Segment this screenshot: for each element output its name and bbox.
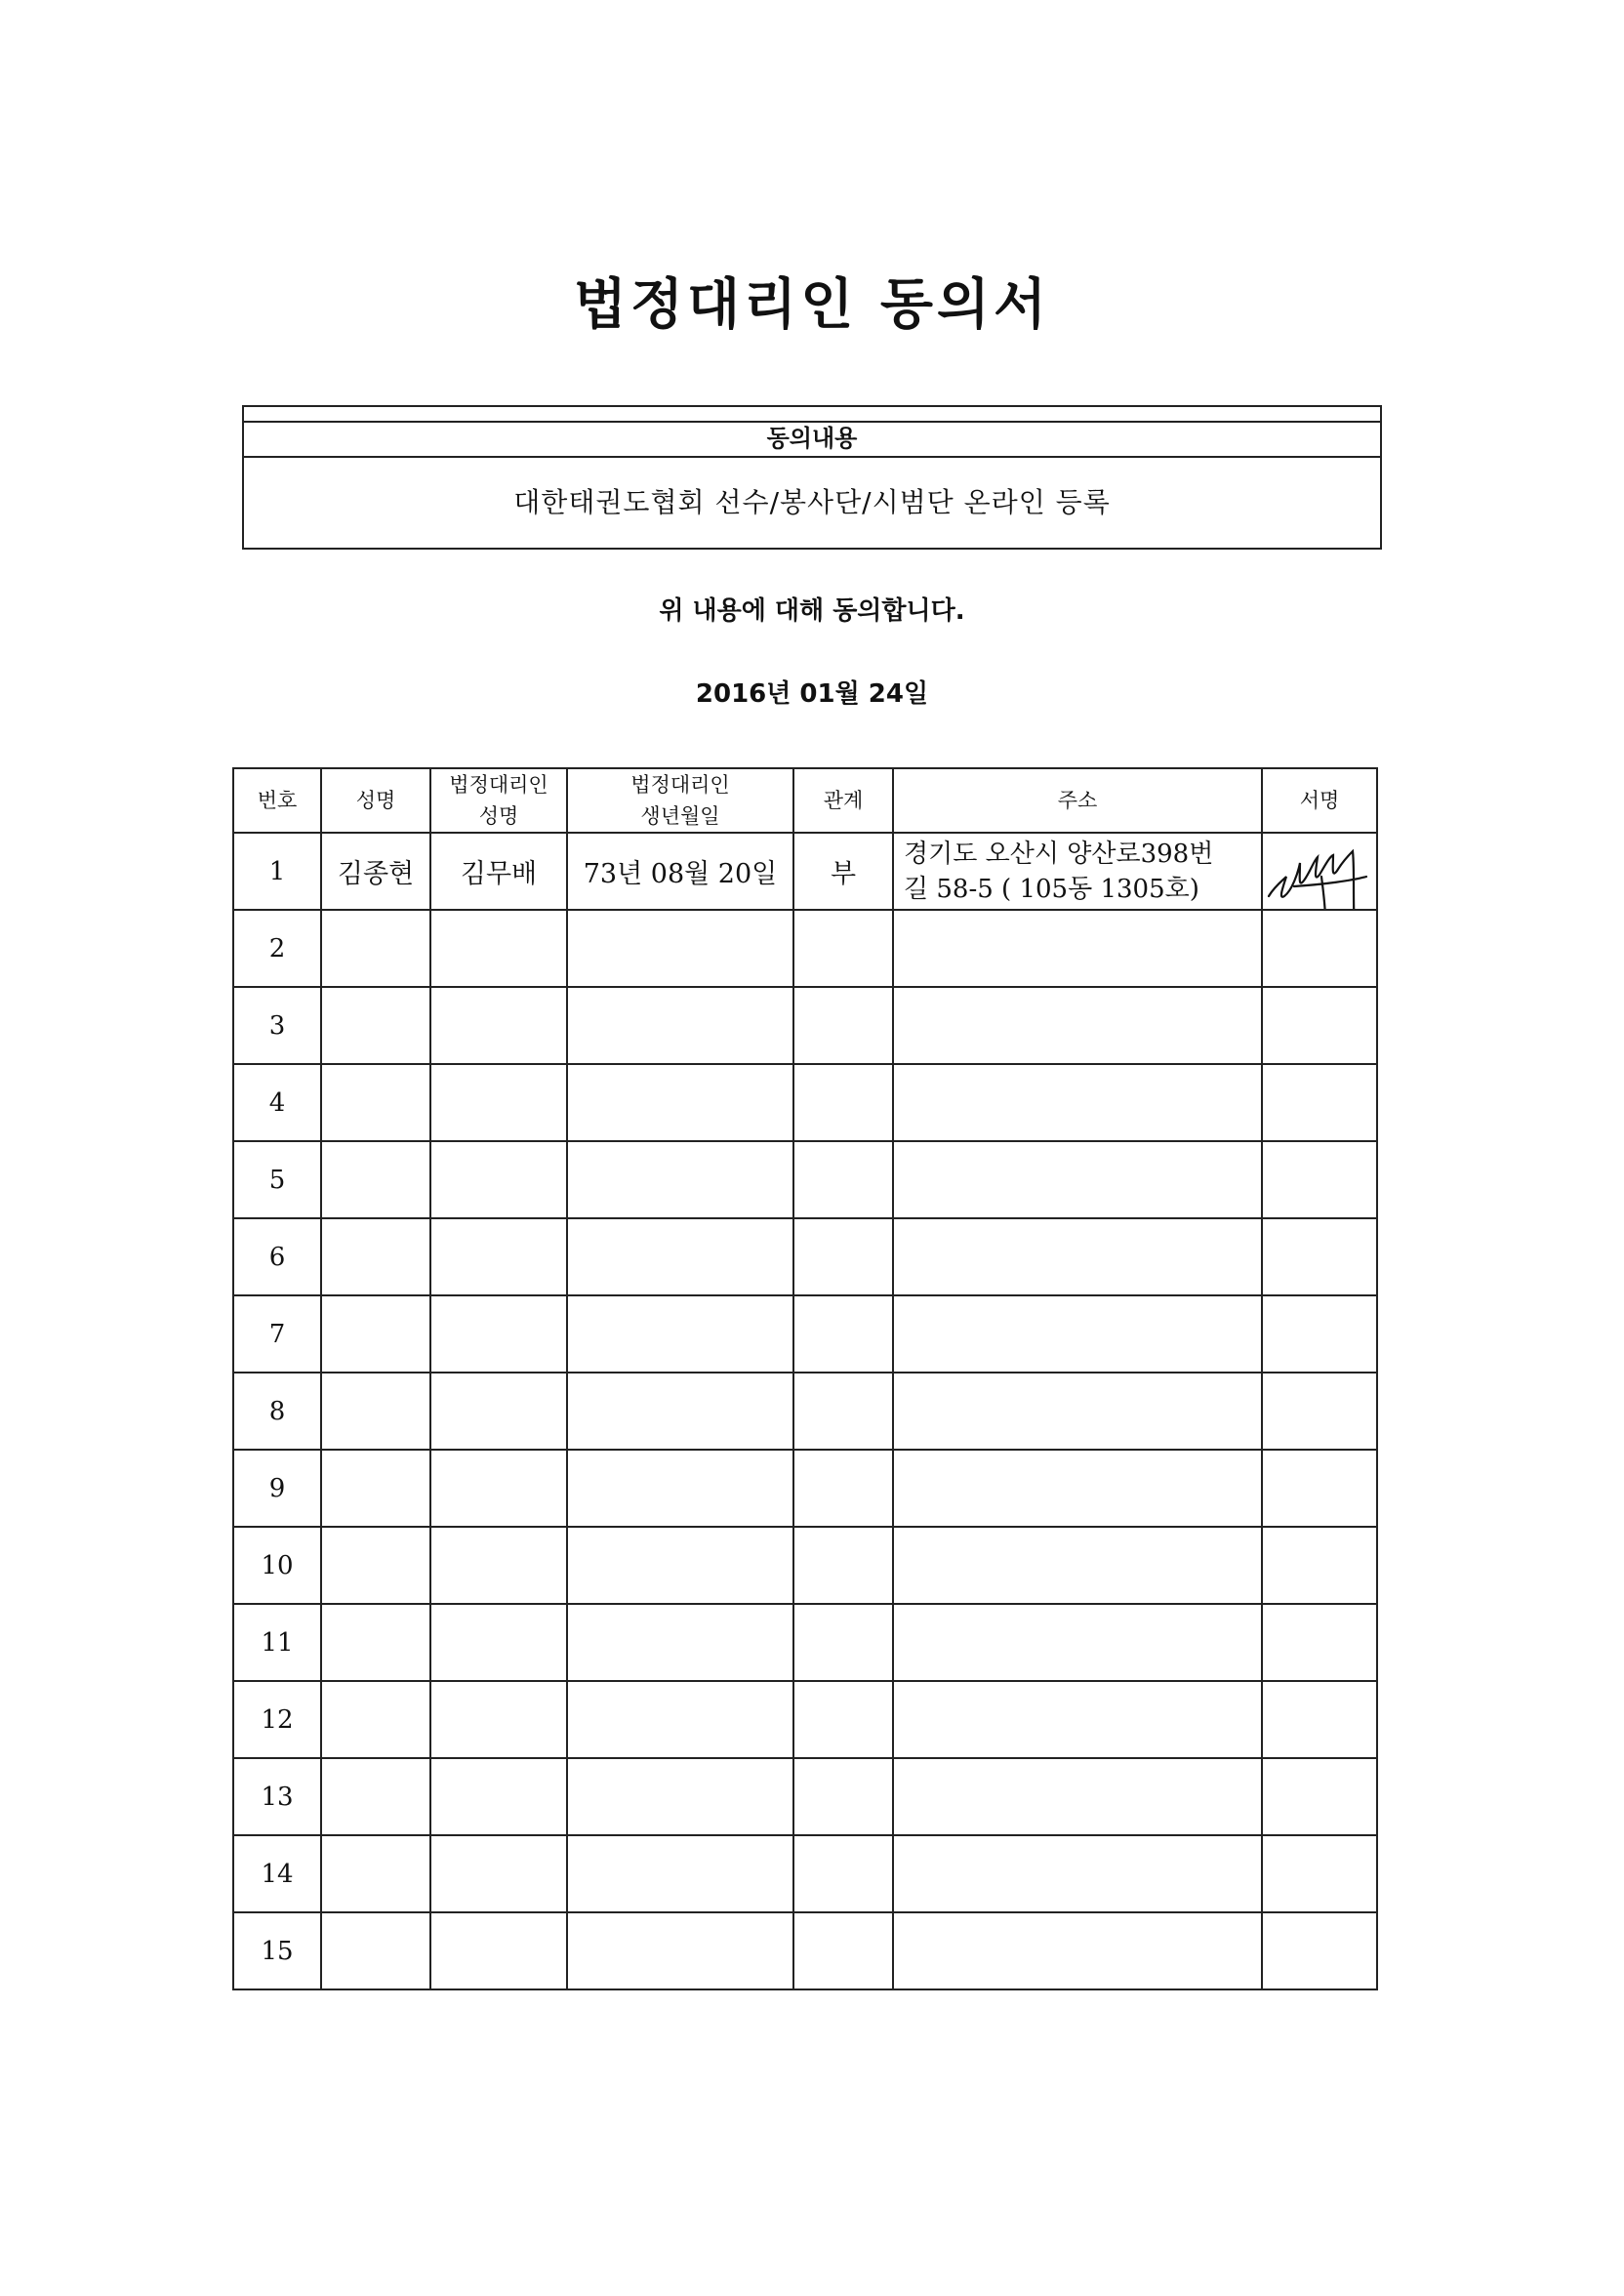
relation xyxy=(793,1835,893,1912)
relation xyxy=(793,1450,893,1527)
header-guardian-name xyxy=(430,768,567,833)
address xyxy=(893,1758,1262,1835)
guardian-birthdate xyxy=(567,1527,793,1604)
applicant-name xyxy=(321,1218,430,1295)
guardian-birthdate xyxy=(567,1835,793,1912)
guardian-name xyxy=(430,1681,567,1758)
header-guardian-name-line1: 법정대리인 xyxy=(449,773,548,797)
address xyxy=(893,1450,1262,1527)
signature-cell xyxy=(1262,1295,1377,1373)
relation xyxy=(793,1064,893,1141)
header-number: 번호 xyxy=(233,768,321,833)
signature-cell xyxy=(1262,1450,1377,1527)
header-guardian-birth-line2: 생년월일 xyxy=(640,804,720,828)
header-guardian-birth xyxy=(567,768,793,833)
guardian-name xyxy=(430,1141,567,1218)
handwritten-signature xyxy=(1265,838,1374,910)
guardian-birthdate xyxy=(567,1450,793,1527)
consent-content: 대한태권도협회 선수/봉사단/시범단 온라인 등록 xyxy=(513,486,1111,518)
applicant-name xyxy=(321,1141,430,1218)
table-row xyxy=(233,910,1377,987)
table-row xyxy=(233,1681,1377,1758)
signature-cell xyxy=(1262,1758,1377,1835)
row-number: 6 xyxy=(233,1218,321,1295)
applicant-name xyxy=(321,1064,430,1141)
relation xyxy=(793,1218,893,1295)
address xyxy=(893,1141,1262,1218)
table-row xyxy=(233,987,1377,1064)
address-line1: 경기도 오산시 양산로398번 xyxy=(904,839,1214,869)
guardian-birthdate xyxy=(567,1681,793,1758)
header-guardian-name-line2: 성명 xyxy=(478,804,519,828)
address xyxy=(893,833,1262,910)
signature-cell xyxy=(1262,1681,1377,1758)
table-header-row xyxy=(233,768,1377,833)
address xyxy=(893,1373,1262,1450)
applicant-name xyxy=(321,1835,430,1912)
applicant-name xyxy=(321,1681,430,1758)
applicant-name xyxy=(321,1295,430,1373)
table-row xyxy=(233,1912,1377,1989)
relation xyxy=(793,1295,893,1373)
signature-cell xyxy=(1262,1373,1377,1450)
address xyxy=(893,1527,1262,1604)
guardian-birthdate xyxy=(567,1604,793,1681)
header-name: 성명 xyxy=(321,768,430,833)
row-number: 7 xyxy=(233,1295,321,1373)
consent-box xyxy=(242,405,1382,550)
address xyxy=(893,1912,1262,1989)
registration-table xyxy=(232,767,1378,1990)
applicant-name xyxy=(321,1758,430,1835)
agreement-statement: 위 내용에 대해 동의합니다. xyxy=(659,596,965,626)
relation xyxy=(793,1758,893,1835)
document-title: 법정대리인 동의서 xyxy=(573,273,1051,337)
applicant-name xyxy=(321,1527,430,1604)
address xyxy=(893,1295,1262,1373)
signature-cell xyxy=(1262,833,1377,910)
guardian-name xyxy=(430,1527,567,1604)
table-row xyxy=(233,1527,1377,1604)
applicant-name xyxy=(321,910,430,987)
guardian-birthdate xyxy=(567,1064,793,1141)
applicant-name: 김종현 xyxy=(321,833,430,910)
guardian-name xyxy=(430,1912,567,1989)
row-number: 13 xyxy=(233,1758,321,1835)
guardian-name xyxy=(430,987,567,1064)
table-row xyxy=(233,1450,1377,1527)
table-row xyxy=(233,1758,1377,1835)
row-number: 2 xyxy=(233,910,321,987)
address xyxy=(893,1681,1262,1758)
table-row xyxy=(233,1141,1377,1218)
guardian-birthdate xyxy=(567,1373,793,1450)
relation: 부 xyxy=(793,833,893,910)
address xyxy=(893,910,1262,987)
signature-cell xyxy=(1262,1912,1377,1989)
header-address: 주소 xyxy=(893,768,1262,833)
guardian-name xyxy=(430,1218,567,1295)
row-number: 10 xyxy=(233,1527,321,1604)
relation xyxy=(793,1527,893,1604)
applicant-name xyxy=(321,1373,430,1450)
applicant-name xyxy=(321,1450,430,1527)
row-number: 11 xyxy=(233,1604,321,1681)
guardian-birthdate: 73년 08월 20일 xyxy=(567,833,793,910)
row-number: 12 xyxy=(233,1681,321,1758)
table-row xyxy=(233,1064,1377,1141)
row-number: 9 xyxy=(233,1450,321,1527)
guardian-name: 김무배 xyxy=(430,833,567,910)
address-line2: 길 58-5 ( 105동 1305호) xyxy=(904,874,1199,904)
relation xyxy=(793,1681,893,1758)
relation xyxy=(793,1141,893,1218)
row-number: 14 xyxy=(233,1835,321,1912)
guardian-name xyxy=(430,910,567,987)
row-number: 15 xyxy=(233,1912,321,1989)
address xyxy=(893,1604,1262,1681)
signature-cell xyxy=(1262,1527,1377,1604)
guardian-birthdate xyxy=(567,1295,793,1373)
row-number: 4 xyxy=(233,1064,321,1141)
signature-cell xyxy=(1262,910,1377,987)
header-guardian-birth-line1: 법정대리인 xyxy=(630,773,730,797)
applicant-name xyxy=(321,987,430,1064)
relation xyxy=(793,987,893,1064)
signature-cell xyxy=(1262,1064,1377,1141)
guardian-name xyxy=(430,1835,567,1912)
guardian-birthdate xyxy=(567,1758,793,1835)
relation xyxy=(793,910,893,987)
address xyxy=(893,987,1262,1064)
header-relation: 관계 xyxy=(793,768,893,833)
address xyxy=(893,1218,1262,1295)
table-row xyxy=(233,1373,1377,1450)
address xyxy=(893,1064,1262,1141)
table-row xyxy=(233,1835,1377,1912)
address xyxy=(893,1835,1262,1912)
signature-cell xyxy=(1262,1141,1377,1218)
consent-date: 2016년 01월 24일 xyxy=(695,679,929,709)
guardian-birthdate xyxy=(567,910,793,987)
row-number: 3 xyxy=(233,987,321,1064)
table-row xyxy=(233,1218,1377,1295)
guardian-birthdate xyxy=(567,1912,793,1989)
consent-header: 동의내용 xyxy=(244,421,1380,458)
relation xyxy=(793,1912,893,1989)
signature-cell xyxy=(1262,1835,1377,1912)
row-number: 1 xyxy=(233,833,321,910)
guardian-name xyxy=(430,1064,567,1141)
signature-cell xyxy=(1262,1218,1377,1295)
guardian-name xyxy=(430,1758,567,1835)
guardian-birthdate xyxy=(567,1218,793,1295)
table-row xyxy=(233,1604,1377,1681)
table-row xyxy=(233,833,1377,910)
signature-cell xyxy=(1262,987,1377,1064)
guardian-name xyxy=(430,1604,567,1681)
row-number: 5 xyxy=(233,1141,321,1218)
guardian-name xyxy=(430,1295,567,1373)
guardian-name xyxy=(430,1373,567,1450)
guardian-name xyxy=(430,1450,567,1527)
relation xyxy=(793,1604,893,1681)
relation xyxy=(793,1373,893,1450)
applicant-name xyxy=(321,1604,430,1681)
guardian-birthdate xyxy=(567,1141,793,1218)
table-row xyxy=(233,1295,1377,1373)
header-signature: 서명 xyxy=(1262,768,1377,833)
signature-cell xyxy=(1262,1604,1377,1681)
applicant-name xyxy=(321,1912,430,1989)
row-number: 8 xyxy=(233,1373,321,1450)
guardian-birthdate xyxy=(567,987,793,1064)
